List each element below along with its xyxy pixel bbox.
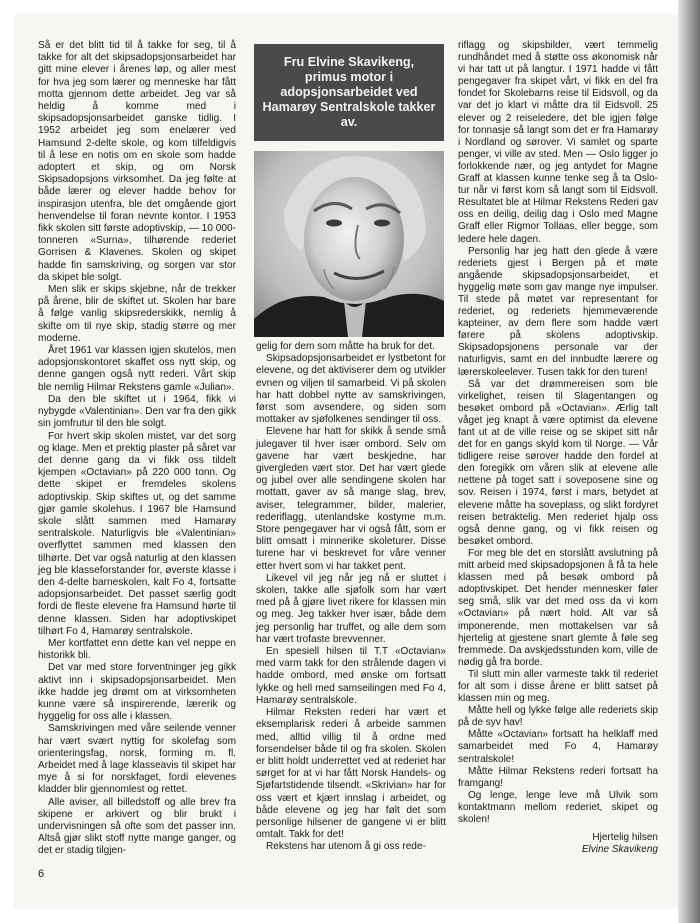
paragraph: Personlig har jeg hatt den glede å være rederiets gjest i Bergen på et møte angående skipsadopsjonsarbeidet, et hyggelig møte som gav mange nye impulser. Til stede på møtet var representant for rederiet, og rederiets hjemmeværende kapteiner, av dem flere som hadde vært førere på skolens adoptivskip. Skipsadopsjonens personale var der naturligvis, samt en del innbudte lærere og lærerskoleelever. Tusen takk for den turen! [458,245,658,378]
paragraph: Men slik er skips skjebne, når de trekker på årene, blir de skiftet ut. Skolen har bare å følge vanlig skipsrederskikk, nemlig å skifte om til nye skip, stadig større og mer moderne. [38,284,236,344]
paragraph: Samskrivingen med våre seilende venner har vært svært nyttig for skolefag som orienteringsfag, norsk, forming m. fl. Arbeidet med å lage klasseavis til skipet har mye å si for norskfaget, fordi elevenes kladder blir gjennomlest og rettet. [38,723,236,796]
paragraph: Til slutt min aller varmeste takk til rederiet for alt som i disse årene er blitt satset på klassen min og meg. [458,668,658,705]
paragraph: For meg ble det en storslått avslutning på mitt arbeid med skipsadopsjonen å få ta hele klassen med på besøk ombord på adoptivskipet. Det hender mennesker føler seg små, slik var det med oss da vi kom «Octavian» på nært hold. Alt var så imponerende, men mottakelsen var så hjertelig at gjestene snart glemte å føle seg fremmede. Da avskjedsstunden kom, ville de nødig gå fra borde. [458,547,658,668]
paragraph: Måtte hell og lykke følge alle rederiets skip på de syv hav! [458,705,658,729]
paragraph: Så er det blitt tid til å takke for seg, til å takke for alt det skipsadopsjonsarbeidet har gitt mine elever i årenes løp, og aller mest for hva jeg som lærer og menneske har fått motta gjennom dette arbeidet. Jeg var så heldig å komme med i skipsadopsjonsarbeidet ganske tidlig. I 1952 arbeidet jeg som enelærer ved Hamsund 2-delte skole, og kom tilfeldigvis til å lese en notis om en skole som hadde adoptert et skip, og om Norsk Skipsadopsjons virksomhet. Da jeg følte at både lærer og elever hadde behov for inspirasjon utenfra, ble det omgående gjort henvendelse til foran nevnte kontor. I 1953 fikk skolen sitt første adoptivskip, — 10 000-tonneren «Surna», tilhørende rederiet Gorrisen & Klavenes. Skolen og skipet hadde fin samskriving, og sorgen var stor da skipet ble solgt. [38,40,236,283]
page-number: 6 [38,868,45,880]
portrait-image [254,151,444,337]
paragraph: Og lenge, lenge leve må Ulvik som kontaktmann mellom rederiet, skipet og skolen! [458,789,658,825]
signature [458,832,658,856]
paragraph: Alle aviser, all billedstoff og alle brev fra skipene er arkivert og blir brukt i undervisningen så ofte som det passer inn. Altså gjør slikt stoff nytte mange ganger, og det er stadig tilgjen- [38,796,236,857]
headline-box [254,44,444,141]
paragraph: Det var med store forventninger jeg gikk aktivt inn i skipsadopsjonsarbeidet. Men ikke hadde jeg drømt om at virksomheten kunne være så inspirerende, lærerik og hyggelig for oss alle i klassen. [38,662,236,723]
paragraph: En spesiell hilsen til T.T «Octavian» med varm takk for den strålende dagen vi hadde ombord, med ønske om fortsatt lykke og hell med samseilingen med Fo 4, Hamarøy sentralskole. [256,646,446,706]
paragraph: Elevene har hatt for skikk å sende små julegaver til hver især ombord. Selv om gavene har vært beskjedne, har givergleden vært stor. Det har vært glede og jubel over alle sendingene skolen har mottatt, gaver av så mange slag, brev, aviser, telegrammer, bilder, malerier, rederiflagg, utenlandske kostyme m.m. Store pengegaver har vi også fått, som er blitt omsatt i minnerike skoleturer. Disse turene har vi beskrevet for våre venner etter hvert som vi har takket pent. [256,426,446,572]
article-column-3 [458,40,658,856]
paragraph: Mer kortfattet enn dette kan vel neppe en historikk bli. [38,637,236,662]
paragraph: Året 1961 var klassen igjen skutelos, men adopsjonskontoret skaffet oss nytt skip, og denne gangen også nytt rederi. Vårt skip ble nemlig Hilmar Rekstens gamle «Julian». [38,345,236,393]
article-column-1 [38,40,236,858]
signature-greeting: Hjertelig hilsen [592,832,658,844]
paragraph: Skipsadopsjonsarbeidet er lystbetont for elevene, og det aktiviserer dem og utvikler evnen og viljen til samarbeid. Vi på skolen har hatt dobbel nytte av samskrivingen, først som avsendere, og siden som mottaker av sjøfolkenes sendinger til oss. [256,353,446,426]
paragraph: Likevel vil jeg når jeg nå er sluttet i skolen, takke alle sjøfolk som har vært med på å gjøre livet rikere for klassen min og meg. Jeg takker hver især, både dem jeg personlig har truffet, og alle dem som har vært trofaste brevvenner. [256,572,446,645]
paragraph: Da den ble skiftet ut i 1964, fikk vi nybygde «Valentinian». Den var fra den gikk sin jomfrutur til den ble solgt. [38,393,236,430]
paragraph: Måtte Hilmar Rekstens rederi fortsatt ha framgang! [458,765,658,789]
paragraph: Rekstens har utenom å gi oss rede- [266,841,426,853]
page-edge-shadow [678,0,700,923]
paragraph: For hvert skip skolen mistet, var det sorg og klage. Men et prektig plaster på såret var det denne gang da vi fikk oss tildelt kjempen «Octavian» på 220 000 tonn. Og dette skipet er fremdeles skolens adoptivskip. Skip skiftes ut, og det samme gjør gamle skolehus. I 1967 ble Hamsund skole slått sammen med Hamarøy sentralskole. Naturligvis ble «Valentinian» overflyttet sammen med klassen den tilhørte. Det var også naturlig at den klassen jeg ble klasseforstander for, øverste klasse i den 4-delte barneskolen, kalt Fo 4, fortsatte adopsjonsarbeidet. Det passet særlig godt fordi de fleste elevene fra Hamsund hørte til denne klassen. Siden har adoptivskipet tilhørt Fo 4, Hamarøy sentralskole. [38,430,236,637]
paragraph: riflagg og skipsbilder, vært temmelig rundhåndet med å støtte oss økonomisk når vi har tatt ut på langtur. I 1971 hadde vi fått pengegaver fra skipet vårt, vi fikk en del fra fondet for Skolebarns reise til Eidsvoll, og da var det jo klart vi måtte dra til Eidsvoll. 25 elever og 2 reiseledere, det ble igjen følge for tonnasje så langt som det er fra Hamarøy i Nordland og sørover. Vi samlet og sparte penger, vi ville av sted. Men — Oslo ligger jo forlokkende nær, og jeg antydet for Magne Graff at klassen kunne tenke seg å ta Oslo-tur når vi først kom så langt som til Eidsvoll. Resultatet ble at Hilmar Rekstens Rederi gav oss en deilig, deilig dag i Oslo med Magne Graff eller Rigmor Tollaas, eller begge, som ledere hele dagen. [458,40,658,245]
article-column-2 [256,341,446,854]
portrait-photo [254,151,444,337]
paragraph: Måtte «Octavian» fortsatt ha helklaff med samarbeidet med Fo 4, Hamarøy sentralskole! [458,729,658,765]
signature-name: Elvine Skavikeng [581,844,658,856]
paragraph: Så var det drømmereisen som ble virkelighet, reisen til Slagentangen og besøket ombord på «Octavian». Ærlig talt våget jeg knapt å være optimist da elevene fant ut at de ville reise og se skipet sitt når det for en gangs skyld kom til Norge. — Vår tidligere reise sørover hadde den fordel at den foregikk om våren slik at elevene alle nettene på toget satt i soveposene sine og sov. Reisen i 1974, først i mars, betydet at elevene måtte ha soveplass, og slikt fordyret reisen betraktelig. Men rederiet hjalp oss også denne gang, og vi fikk reisen og besøket ombord. [458,378,658,547]
headline-text: Fru Elvine Skavikeng, primus motor i adopsjonsarbeidet ved Hamarøy Sentralskole takker av. [262,55,436,129]
paragraph: gelig for dem som måtte ha bruk for det. [256,341,435,352]
paragraph: Hilmar Reksten rederi har vært et eksemplarisk rederi å arbeide sammen med, alltid villig til å ordne med forsendelser både til og fra skolen. Skolen er blitt holdt underrettet ved at rederiet har sørget for at vi har fått Norsk Handels- og Sjøfartstidende tilsendt. «Skrivian» har for oss vært et kjært innslag i arbeidet, og både elevene og jeg har følt det som personlige hilsener de gangene vi er blitt omtalt. Takk for det! [256,707,446,841]
